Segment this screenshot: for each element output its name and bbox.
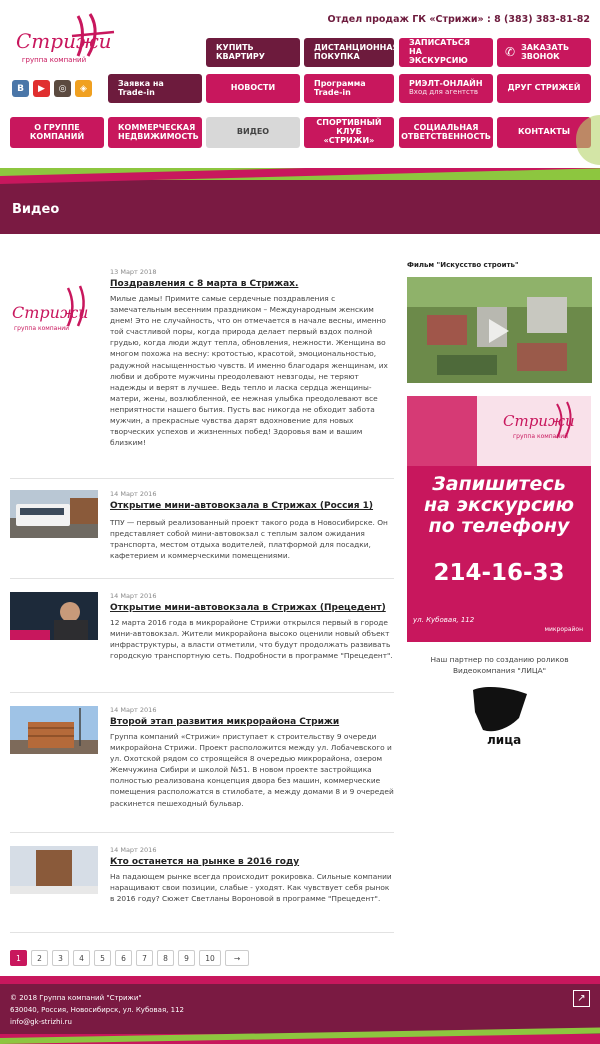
post-text: На падающем рынке всегда происходит рокировка. Сильные компании наращивают свои позиции, слабые - уходят. Как чувствует себя рынок в 2016 году? Сюжет Светланы Вороновой в программе "Прецедент". [110, 872, 392, 904]
post-title[interactable]: Кто останется на рынке в 2016 году [110, 857, 300, 867]
page-9[interactable]: 9 [178, 950, 195, 966]
post-date: 14 Март 2016 [110, 592, 157, 600]
footer-info [10, 992, 184, 1028]
page-5[interactable]: 5 [94, 950, 111, 966]
post-text: 12 марта 2016 года в микрорайоне Стрижи открылся первый в городе мини-автовокзал. Жители микрорайона высоко оценили новый объект инфраструктуры, а власти отметили, что будут продолжать развивать городскую транспортную сеть. Подробности в программе "Прецедент". [110, 618, 393, 661]
svg-text:Стрижи: Стрижи [12, 303, 89, 322]
nav-video[interactable]: ВИДЕО [206, 117, 300, 148]
post-date: 13 Март 2018 [110, 268, 157, 276]
post-date: 14 Март 2016 [110, 846, 157, 854]
order-call-button[interactable] [497, 38, 591, 67]
list-item [10, 268, 394, 468]
nav-sport-club[interactable]: СПОРТИВНЫЙ КЛУБ «СТРИЖИ» [304, 117, 394, 148]
pagination [10, 950, 249, 966]
page-title: Видео [12, 202, 60, 217]
trade-in-request-button[interactable]: Заявка на Trade-in [108, 74, 202, 103]
divider [10, 932, 394, 933]
page-1[interactable]: 1 [10, 950, 27, 966]
page-10[interactable]: 10 [199, 950, 221, 966]
friend-button[interactable]: ДРУГ СТРИЖЕЙ [497, 74, 591, 103]
multi-icon[interactable]: ◈ [75, 80, 92, 97]
order-call-label: ЗАКАЗАТЬ ЗВОНОК [521, 42, 570, 61]
nav-about[interactable]: О ГРУППЕ КОМПАНИЙ [10, 117, 104, 148]
divider [10, 692, 394, 693]
post-title[interactable]: Открытие мини-автовокзала в Стрижах (Прецедент) [110, 603, 386, 613]
tour-ad-banner[interactable] [407, 396, 591, 642]
post-text: Милые дамы! Примите самые сердечные поздравления с замечательным весенним праздником – Международным женским днем! Это не случайность, что он отмечается в начале весны, именно той счастливой поры, когда природа делает первый вздох полной грудью, когда люди ждут тепла, обновления, нежности. Женщина во многом похожа на весну: кротостью, красотой, эмоциональностью, радужной насыщенностью чувств. И именно благодаря женщинам, их любви и доброте мужчины преодолевают невзгоды, не теряют надежды и верят в лучшее. Ведь тепло и ласка сердца женщины-матери, жены, возлюбленной, ее нежная улыбка преодолевают все неприятности нашего бытия. Пусть вас никогда не обходит забота мужчин, а прекрасные чувства дарят вдохновение для новых творческих успехов и жизненных побед! Здоровья вам и вашим близким! [110, 294, 388, 448]
divider [10, 578, 394, 579]
footer-address: 630040, Россия, Новосибирск, ул. Кубовая, 112 [10, 1006, 184, 1014]
svg-text:Стрижи: Стрижи [503, 412, 575, 430]
post-date: 14 Март 2016 [110, 706, 157, 714]
svg-text:группа компаний: группа компаний [513, 433, 569, 440]
page-8[interactable]: 8 [157, 950, 174, 966]
page-banner [0, 168, 600, 234]
realt-online-button[interactable] [399, 74, 493, 103]
site-logo[interactable] [14, 12, 118, 72]
vk-icon[interactable]: B [12, 80, 29, 97]
partner-logo[interactable] [465, 684, 535, 748]
svg-text:Стрижи: Стрижи [16, 29, 112, 53]
book-tour-button[interactable]: ЗАПИСАТЬСЯ НА ЭКСКУРСИЮ [399, 38, 493, 67]
post-text: ТПУ — первый реализованный проект такого рода в Новосибирске. Он представляет собой мини-автовокзал с теплым залом ожидания транспорта, местом отдыха водителей, платформой для посадки, кафетерием и коммерческими помещениями. [110, 518, 388, 561]
scroll-top-icon[interactable]: ↗ [573, 990, 590, 1007]
page-3[interactable]: 3 [52, 950, 69, 966]
partner-logo-text: лица [487, 733, 522, 747]
realt-online-label: РИЭЛТ-ОНЛАЙН [409, 79, 483, 89]
list-item [10, 706, 394, 826]
post-title[interactable]: Открытие мини-автовокзала в Стрижах (Россия 1) [110, 501, 374, 511]
page-7[interactable]: 7 [136, 950, 153, 966]
post-thumbnail[interactable] [10, 282, 98, 334]
film-title: Фильм "Искусство строить" [407, 261, 519, 269]
ad-street: ул. Кубовая, 112 [413, 616, 475, 624]
next-page-button[interactable]: → [225, 950, 249, 966]
page-6[interactable]: 6 [115, 950, 132, 966]
post-thumbnail[interactable] [10, 706, 98, 754]
divider [10, 478, 394, 479]
footer [0, 976, 600, 1044]
post-thumbnail[interactable] [10, 592, 98, 640]
instagram-icon[interactable]: ◎ [54, 80, 71, 97]
logo-tagline: группа компаний [21, 56, 87, 64]
nav-social[interactable]: СОЦИАЛЬНАЯ ОТВЕТСТВЕННОСТЬ [399, 117, 493, 148]
youtube-icon[interactable]: ▶ [33, 80, 50, 97]
page-2[interactable]: 2 [31, 950, 48, 966]
post-text: Группа компаний «Стрижи» приступает к строительству 9 очереди микрорайона Стрижи. Проект расположится между ул. Лобачевского и ул. Охотской рядом со строящейся 8 очередью микрорайона, озером Жемчужина Сибири и школой №51. В новом проекте застройщика полностью реализована концепция двора без машин, коммерческие помещения расположатся в стилобате, а между домами 8 и 9 очередей раскинется пешеходный бульвар. [110, 732, 394, 808]
footer-copyright: © 2018 Группа компаний "Стрижи" [10, 994, 142, 1002]
divider [10, 832, 394, 833]
nav-contacts[interactable]: КОНТАКТЫ [497, 117, 591, 148]
video-player[interactable] [407, 277, 592, 383]
partner-text: Наш партнер по созданию роликов Видеокомпания "ЛИЦА" [430, 655, 569, 675]
phone-icon: ✆ [505, 44, 516, 59]
post-thumbnail[interactable] [10, 846, 98, 894]
nav-commercial[interactable]: КОММЕРЧЕСКАЯ НЕДВИЖИМОСТЬ [108, 117, 202, 148]
list-item [10, 846, 394, 926]
realt-online-sub: Вход для агентств [409, 88, 479, 97]
post-title[interactable]: Второй этап развития микрорайона Стрижи [110, 717, 340, 727]
post-date: 14 Март 2016 [110, 490, 157, 498]
ad-phone: 214-16-33 [433, 560, 565, 586]
list-item [10, 592, 394, 682]
page-4[interactable]: 4 [73, 950, 90, 966]
footer-email[interactable]: info@gk-strizhi.ru [10, 1018, 72, 1026]
post-thumbnail[interactable] [10, 490, 98, 538]
ad-headline: Запишитесь на экскурсию по телефону [424, 473, 574, 537]
trade-in-program-button[interactable]: Программа Trade-in [304, 74, 394, 103]
post-title[interactable]: Поздравления с 8 марта в Стрижах. [110, 279, 299, 289]
list-item [10, 490, 394, 570]
ad-rayon: микрорайон [544, 626, 583, 633]
svg-text:группа компаний: группа компаний [14, 325, 70, 332]
news-button[interactable]: НОВОСТИ [206, 74, 300, 103]
sales-phone[interactable]: Отдел продаж ГК «Стрижи» : 8 (383) 383-81-82 [327, 14, 590, 25]
buy-apartment-button[interactable]: КУПИТЬ КВАРТИРУ [206, 38, 300, 67]
remote-purchase-button[interactable]: ДИСТАНЦИОННАЯ ПОКУПКА [304, 38, 394, 67]
